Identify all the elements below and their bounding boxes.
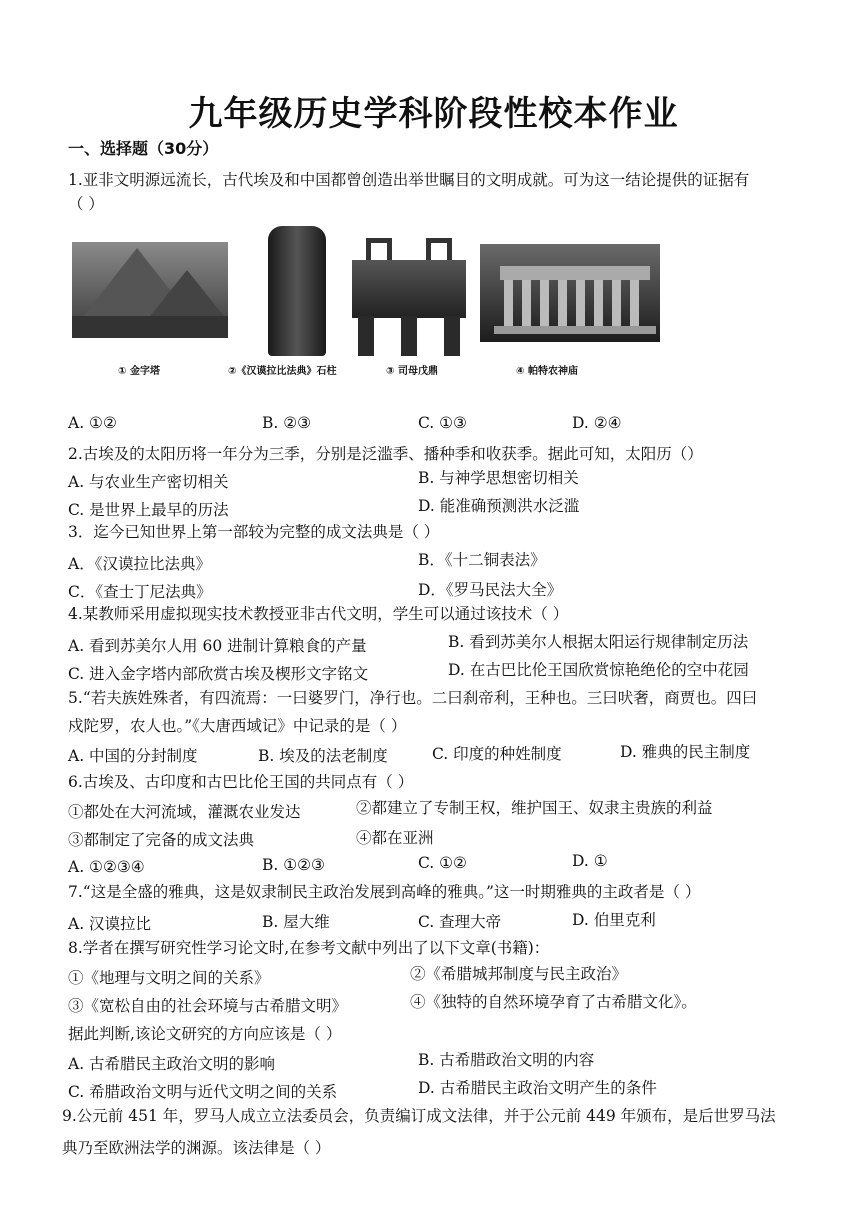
question-8-text-cont: 据此判断,该论文研究的方向应该是（ ） bbox=[68, 1025, 342, 1043]
question-6-option-a[interactable]: A. ①②③④ bbox=[68, 858, 145, 876]
simuwu-ding-image bbox=[352, 238, 466, 358]
question-6-option-d[interactable]: D. ① bbox=[572, 852, 608, 870]
question-7-option-c[interactable]: C. 查理大帝 bbox=[418, 913, 502, 931]
image-caption-1: ① 金字塔 bbox=[118, 366, 160, 377]
page-title: 九年级历史学科阶段性校本作业 bbox=[188, 94, 679, 134]
question-9-text: 9.公元前 451 年，罗马人成立立法委员会，负责编订成文法律，并于公元前 449 年颁布，是后世罗马法 bbox=[62, 1107, 776, 1125]
question-3-text: 3．迄今已知世界上第一部较为完整的成文法典是（ ） bbox=[68, 523, 440, 541]
pyramid-image bbox=[72, 242, 228, 338]
section-heading: 一、选择题（30分） bbox=[68, 139, 219, 158]
question-5-text-cont: 戍陀罗，农人也。”《大唐西域记》中记录的是（ ） bbox=[68, 717, 407, 735]
question-6-item-2: ②都建立了专制王权，维护国王、奴隶主贵族的利益 bbox=[356, 799, 713, 817]
question-6-text: 6.古埃及、古印度和古巴比伦王国的共同点有（ ） bbox=[68, 773, 414, 791]
question-3-option-a[interactable]: A．《汉谟拉比法典》 bbox=[68, 555, 211, 573]
question-8-item-1: ①《地理与文明之间的关系》 bbox=[68, 969, 270, 987]
image-caption-2: ②《汉谟拉比法典》石柱 bbox=[228, 366, 337, 377]
question-8-text: 8.学者在撰写研究性学习论文时,在参考文献中列出了以下文章(书籍)： bbox=[68, 939, 550, 957]
question-5-option-d[interactable]: D. 雅典的民主制度 bbox=[620, 743, 751, 761]
question-6-item-4: ④都在亚洲 bbox=[356, 829, 434, 847]
question-7-option-b[interactable]: B. 屋大维 bbox=[262, 913, 330, 931]
question-2-text: 2.古埃及的太阳历将一年分为三季，分别是泛滥季、播种季和收获季。据此可知，太阳历（） bbox=[68, 445, 703, 463]
question-7-option-a[interactable]: A. 汉谟拉比 bbox=[68, 915, 152, 933]
question-8-option-a[interactable]: A. 古希腊民主政治文明的影响 bbox=[68, 1055, 276, 1073]
question-1-option-b[interactable]: B. ②③ bbox=[262, 414, 312, 432]
question-5-text: 5.“若夫族姓殊者，有四流焉：一曰婆罗门，净行也。二曰刹帝利，王种也。三曰吠奢，商贾也。四曰 bbox=[68, 689, 758, 707]
question-1-option-a[interactable]: A. ①② bbox=[68, 414, 117, 432]
question-8-option-b[interactable]: B. 古希腊政治文明的内容 bbox=[418, 1051, 595, 1069]
question-4-option-a[interactable]: A. 看到苏美尔人用 60 进制计算粮食的产量 bbox=[68, 637, 367, 655]
question-8-option-d[interactable]: D. 古希腊民主政治文明产生的条件 bbox=[418, 1079, 657, 1097]
question-1-option-c[interactable]: C. ①③ bbox=[418, 414, 467, 432]
question-1-option-d[interactable]: D. ②④ bbox=[572, 414, 622, 432]
question-5-option-c[interactable]: C. 印度的种姓制度 bbox=[432, 745, 562, 763]
question-3-option-b[interactable]: B．《十二铜表法》 bbox=[418, 551, 546, 569]
question-3-option-d[interactable]: D．《罗马民法大全》 bbox=[418, 581, 563, 599]
image-caption-4: ④ 帕特农神庙 bbox=[516, 366, 578, 377]
question-5-option-a[interactable]: A. 中国的分封制度 bbox=[68, 747, 198, 765]
question-7-option-d[interactable]: D. 伯里克利 bbox=[572, 911, 656, 929]
question-9-text-cont: 典乃至欧洲法学的渊源。该法律是（ ） bbox=[62, 1139, 331, 1157]
question-2-option-a[interactable]: A. 与农业生产密切相关 bbox=[68, 473, 229, 491]
question-4-option-d[interactable]: D. 在古巴比伦王国欣赏惊艳绝伦的空中花园 bbox=[448, 661, 749, 679]
question-6-item-3: ③都制定了完备的成文法典 bbox=[68, 831, 255, 849]
question-8-item-4: ④《独特的自然环境孕育了古希腊文化》。 bbox=[410, 993, 697, 1011]
hammurabi-stele-image bbox=[268, 226, 326, 356]
question-5-option-b[interactable]: B. 埃及的法老制度 bbox=[258, 747, 388, 765]
question-7-text: 7.“这是全盛的雅典，这是奴隶制民主政治发展到高峰的雅典。”这一时期雅典的主政者是（ ） bbox=[68, 883, 701, 901]
question-3-option-c[interactable]: C．《查士丁尼法典》 bbox=[68, 583, 212, 601]
question-6-option-b[interactable]: B. ①②③ bbox=[262, 856, 325, 874]
question-4-text: 4.某教师采用虚拟现实技术教授亚非古代文明，学生可以通过该技术（ ） bbox=[68, 605, 569, 623]
question-2-option-c[interactable]: C. 是世界上最早的历法 bbox=[68, 501, 229, 519]
question-1-text: 1.亚非文明源远流长，古代埃及和中国都曾创造出举世瞩目的文明成就。可为这一结论提供的证据有 bbox=[68, 171, 750, 189]
question-4-option-b[interactable]: B. 看到苏美尔人根据太阳运行规律制定历法 bbox=[448, 633, 749, 651]
question-6-item-1: ①都处在大河流域，灌溉农业发达 bbox=[68, 803, 301, 821]
question-8-option-c[interactable]: C. 希腊政治文明与近代文明之间的关系 bbox=[68, 1083, 338, 1101]
question-8-item-3: ③《宽松自由的社会环境与古希腊文明》 bbox=[68, 997, 348, 1015]
question-6-option-c[interactable]: C. ①② bbox=[418, 854, 467, 872]
question-2-option-b[interactable]: B. 与神学思想密切相关 bbox=[418, 469, 579, 487]
question-1-blank: （ ） bbox=[68, 195, 104, 213]
parthenon-image bbox=[480, 244, 660, 342]
question-2-option-d[interactable]: D. 能准确预测洪水泛滥 bbox=[418, 497, 580, 515]
image-caption-3: ③ 司母戊鼎 bbox=[386, 366, 438, 377]
question-8-item-2: ②《希腊城邦制度与民主政治》 bbox=[410, 965, 628, 983]
question-4-option-c[interactable]: C. 进入金字塔内部欣赏古埃及楔形文字铭文 bbox=[68, 665, 369, 683]
